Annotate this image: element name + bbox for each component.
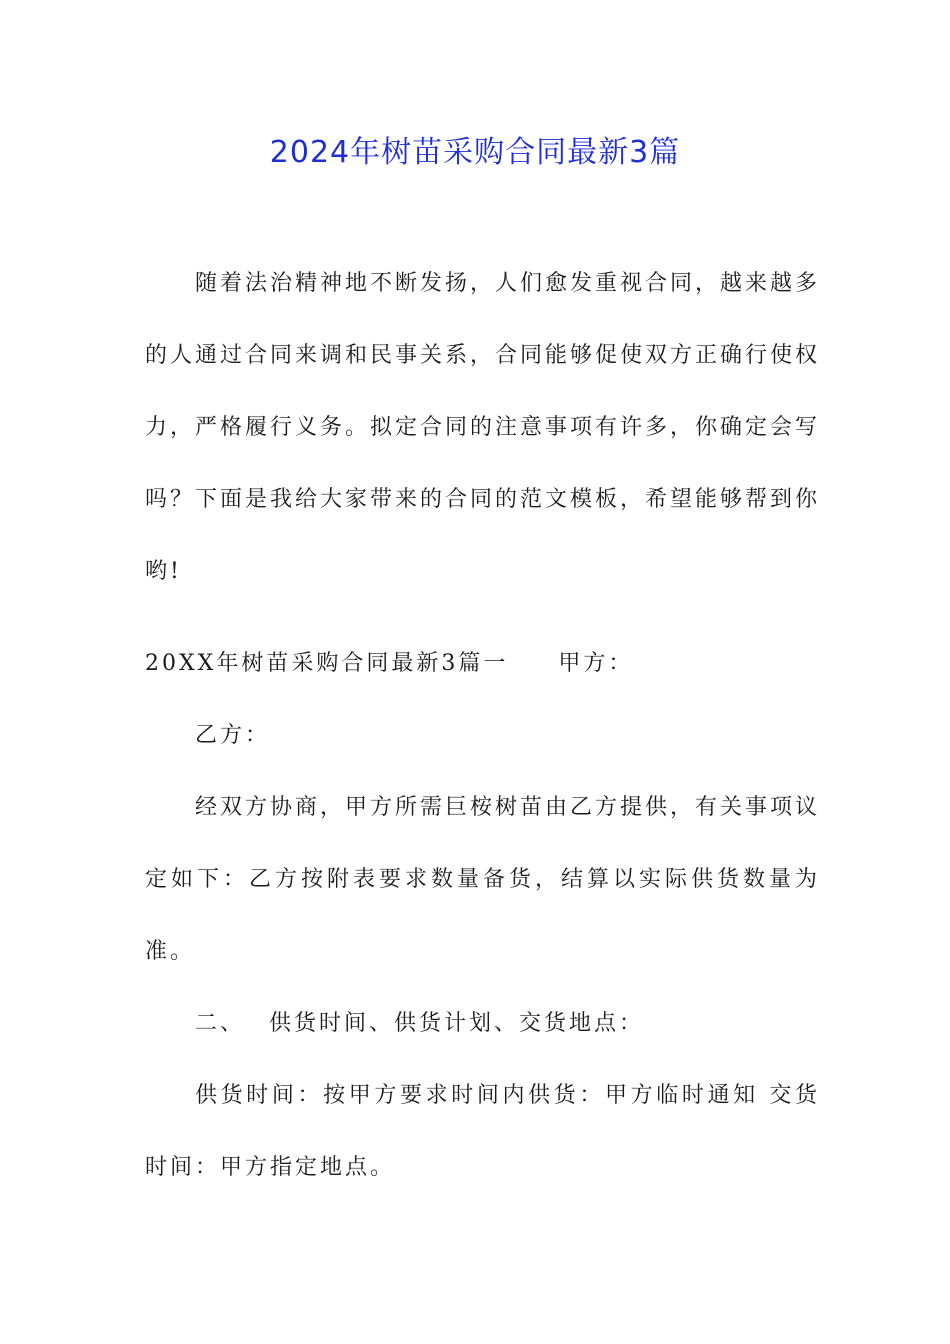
document-title: 2024年树苗采购合同最新3篇 [269, 135, 681, 170]
section-2-number: 二、 [195, 1011, 246, 1036]
contract-heading-line [145, 628, 820, 700]
section-2-heading [145, 988, 820, 1060]
party-a-label: 甲方： [558, 651, 634, 676]
section-2-title: 供货时间、供货计划、交货地点： [269, 1011, 645, 1036]
consult-clause: 经双方协商，甲方所需巨桉树苗由乙方提供，有关事项议定如下：乙方按附表要求数量备货，结算以实际供货数量为准。 [145, 795, 821, 964]
party-b-label: 乙方： [195, 723, 271, 748]
contract-heading: 20XX年树苗采购合同最新3篇一 [145, 651, 509, 676]
intro-paragraph: 随着法治精神地不断发扬，人们愈发重视合同，越来越多的人通过合同来调和民事关系，合同能够促使双方正确行使权力，严格履行义务。拟定合同的注意事项有许多，你确定会写吗？下面是我给大家带来的合同的范文模板，希望能够帮到你哟! [145, 271, 821, 584]
delivery-clause: 供货时间：按甲方要求时间内供货：甲方临时通知 交货时间：甲方指定地点。 [145, 1083, 820, 1180]
